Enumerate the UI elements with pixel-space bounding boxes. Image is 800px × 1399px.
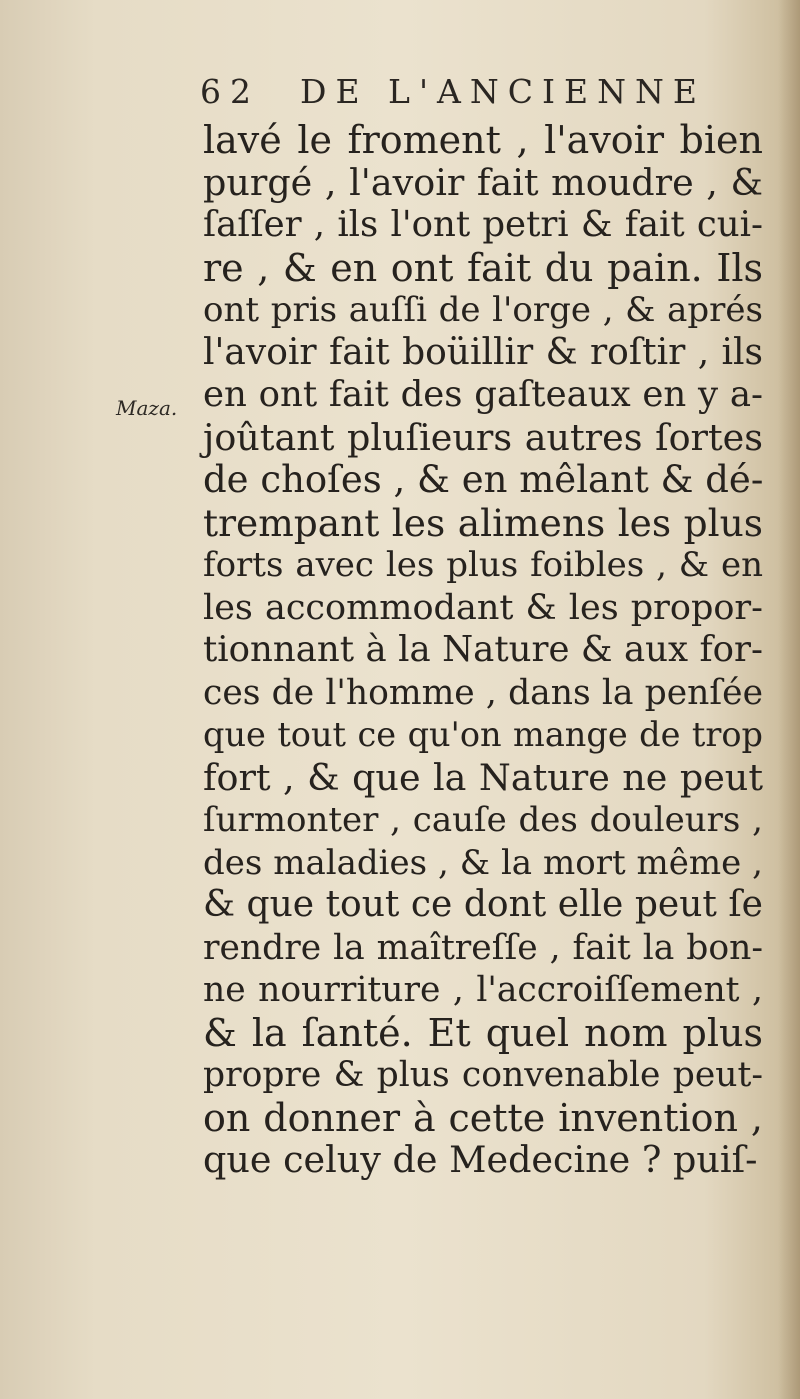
text-line: forts avec les plus foibles , & en bbox=[203, 545, 763, 585]
text-line: on donner à cette invention , bbox=[203, 1095, 763, 1140]
text-line: tionnant à la Nature & aux for- bbox=[203, 629, 763, 670]
text-line: re , & en ont fait du pain. Ils bbox=[203, 245, 763, 290]
text-line: l'avoir fait boüillir & roſtir , ils bbox=[203, 331, 763, 373]
page-number: 62 bbox=[200, 72, 260, 111]
marginal-note: Maza. bbox=[116, 396, 178, 420]
text-line: rendre la maîtreſſe , fait la bon- bbox=[203, 927, 763, 968]
text-line: & la ſanté. Et quel nom plus bbox=[203, 1010, 763, 1055]
running-header bbox=[200, 72, 706, 116]
running-title: DE L'ANCIENNE bbox=[300, 72, 706, 111]
text-line: ſurmonter , cauſe des douleurs , bbox=[203, 800, 763, 840]
text-line: en ont fait des gaſteaux en y a- bbox=[203, 374, 763, 415]
text-line: & que tout ce dont elle peut ſe bbox=[203, 884, 763, 925]
page-spine-shadow bbox=[778, 0, 800, 1399]
text-line: de choſes , & en mêlant & dé- bbox=[203, 458, 764, 501]
text-line: ne nourriture , l'accroiſſement , bbox=[203, 970, 763, 1010]
text-line: ont pris auſſi de l'orge , & aprés bbox=[203, 290, 763, 330]
text-line: fort , & que la Nature ne peut bbox=[203, 755, 763, 799]
text-line: trempant les alimens les plus bbox=[203, 500, 763, 545]
text-line: propre & plus convenable peut- bbox=[203, 1055, 763, 1095]
text-line: que tout ce qu'on mange de trop bbox=[203, 715, 763, 754]
text-line: joûtant pluſieurs autres ſortes bbox=[203, 415, 763, 459]
text-line: les accommodant & les propor- bbox=[203, 587, 763, 628]
text-line: ces de l'homme , dans la penſée bbox=[203, 672, 763, 713]
body-text bbox=[203, 119, 763, 1182]
text-line: purgé , l'avoir fait moudre , & bbox=[203, 160, 763, 204]
text-line: lavé le froment , l'avoir bien bbox=[203, 118, 763, 162]
text-line: ſaſſer , ils l'ont petri & fait cui- bbox=[203, 204, 763, 245]
text-line: que celuy de Medecine ? puiſ- bbox=[203, 1138, 758, 1181]
text-line: des maladies , & la mort même , bbox=[203, 842, 763, 883]
